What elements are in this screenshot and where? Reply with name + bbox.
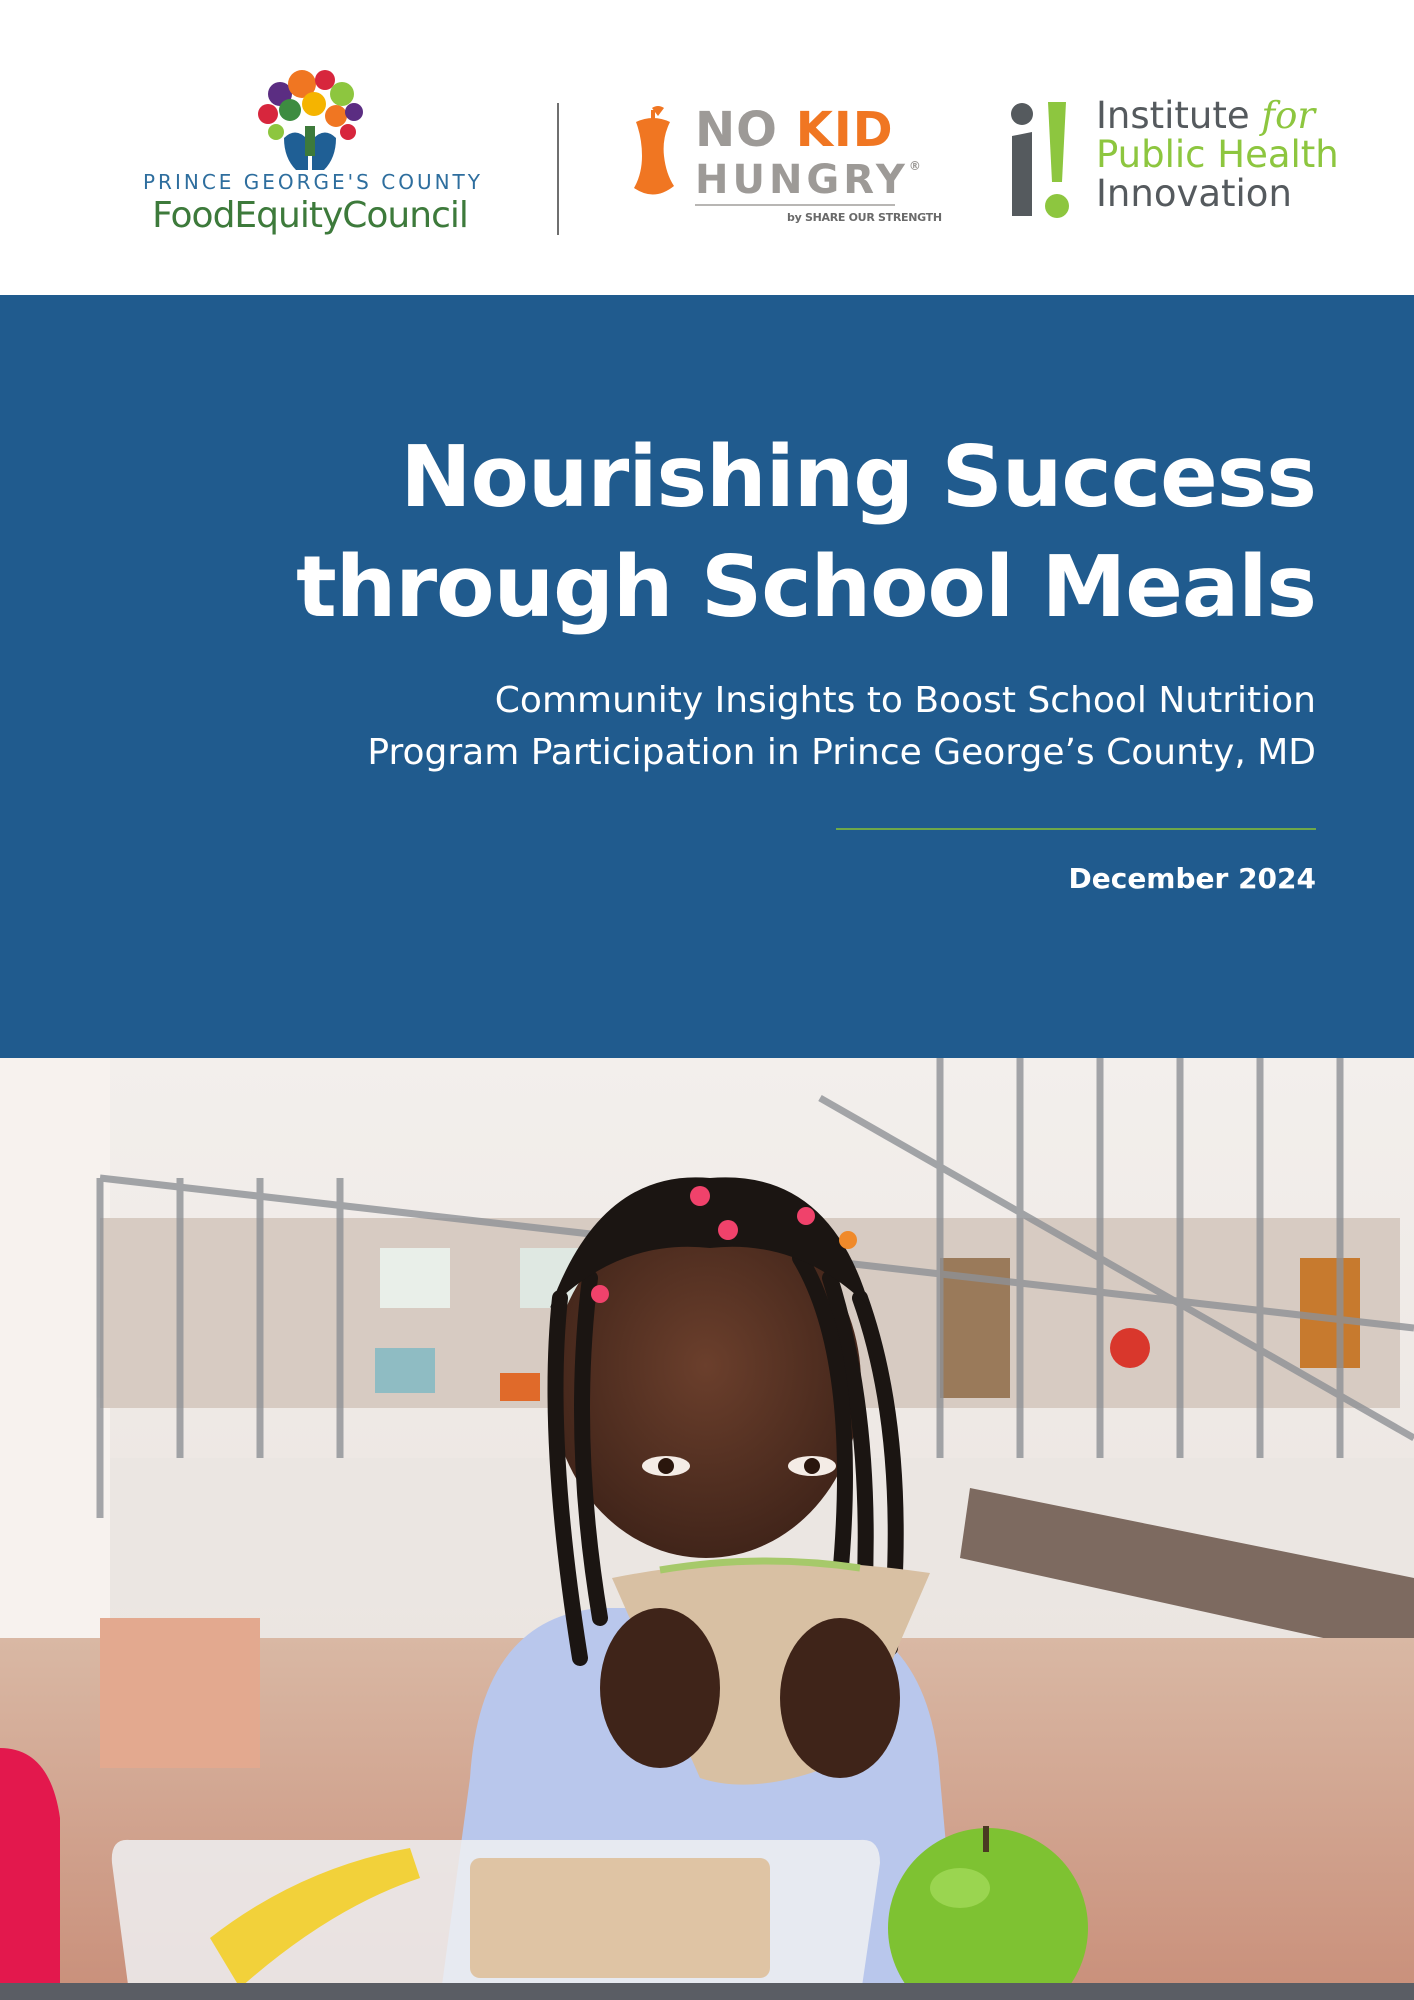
nkh-rule — [695, 204, 895, 206]
subtitle-line-2: Program Participation in Prince George’s County, MD — [367, 732, 1316, 773]
nkh-registered: ® — [908, 159, 921, 173]
iphi-public-health: Public Health — [1096, 133, 1339, 176]
title-line-2: through School Meals — [296, 538, 1316, 637]
photo-child-eating-sandwich-icon — [0, 1058, 1414, 2000]
page-subtitle — [216, 675, 1316, 779]
nkh-hungry: HUNGRY — [695, 157, 909, 203]
exclamation-mark-icon — [1004, 102, 1084, 222]
page-title — [216, 423, 1316, 643]
tree-hands-icon — [250, 66, 370, 176]
food-equity-council-logo — [120, 60, 500, 250]
logo-divider — [557, 103, 559, 235]
title-band — [0, 295, 1414, 1058]
nkh-no: NO — [695, 102, 778, 158]
nkh-tagline: by SHARE OUR STRENGTH — [787, 211, 942, 224]
iphi-innovation: Innovation — [1096, 172, 1292, 215]
iphi-logo — [1004, 94, 1339, 226]
publication-date: December 2024 — [1068, 862, 1316, 895]
nkh-wordmark-top — [695, 102, 894, 158]
logo-header — [0, 0, 1414, 295]
subtitle-line-1: Community Insights to Boost School Nutrition — [494, 680, 1316, 721]
title-rule — [836, 828, 1316, 830]
iphi-for: for — [1261, 94, 1316, 137]
nkh-kid: KID — [795, 102, 894, 158]
apple-core-icon — [622, 104, 684, 204]
nkh-wordmark-bottom — [695, 157, 921, 203]
iphi-wordmark — [1096, 96, 1339, 213]
cover-photo — [0, 1058, 1414, 2000]
pgc-council-label: FoodEquityCouncil — [152, 195, 468, 236]
title-line-1: Nourishing Success — [400, 428, 1316, 527]
pgc-county-label: PRINCE GEORGE'S COUNTY — [143, 170, 483, 194]
no-kid-hungry-logo — [622, 100, 942, 230]
iphi-institute: Institute — [1096, 94, 1262, 137]
